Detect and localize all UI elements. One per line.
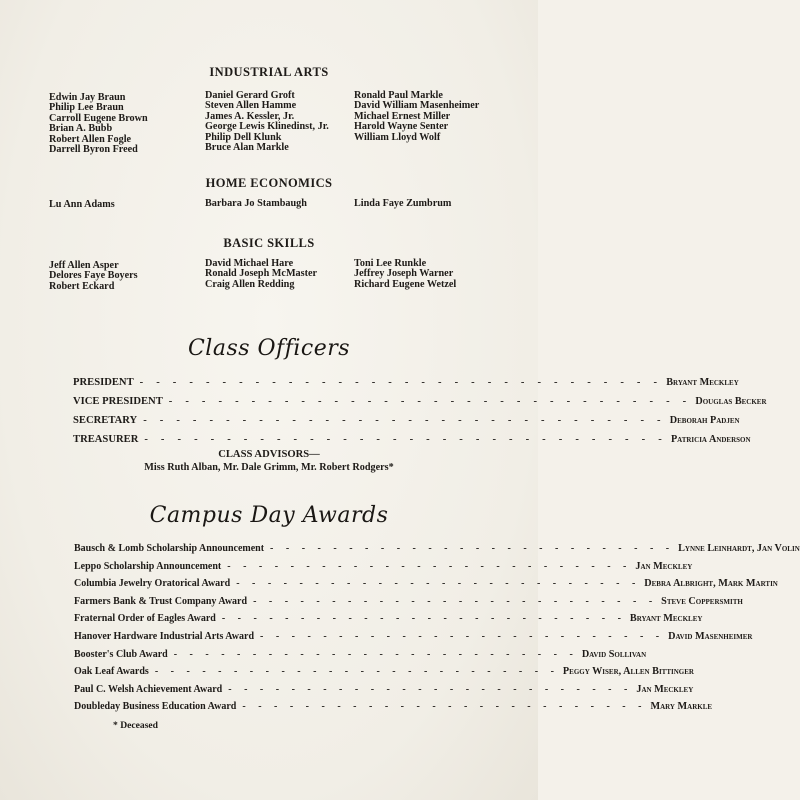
officer-title: PRESIDENT xyxy=(73,377,134,388)
home-economics-col2 xyxy=(205,199,307,209)
officer-row xyxy=(73,377,739,396)
name-item: David William Masenheimer xyxy=(354,100,480,112)
name-item: Toni Lee Runkle xyxy=(354,258,427,269)
award-title: Doubleday Business Education Award xyxy=(74,701,237,713)
name-item: Philip Lee Braun xyxy=(49,102,124,114)
name-item: Jeffrey Joseph Warner xyxy=(354,268,454,280)
award-title: Hanover Hardware Industrial Arts Award xyxy=(74,630,255,642)
leader-dots: - - - - - - - - - - - - - - - - - - - - - - - - - - xyxy=(221,613,626,625)
award-recipient: Bryant Meckley xyxy=(629,613,703,625)
leader-dots: - - - - - - - - - - - - - - - - - - - - - - - - - - xyxy=(236,578,641,590)
class-officers-title: Class Officers xyxy=(187,336,351,361)
award-recipient: David Masenheimer xyxy=(668,630,753,642)
name-item: Bruce Alan Markle xyxy=(205,142,289,154)
award-title: Bausch & Lomb Scholarship Announcement xyxy=(74,543,265,554)
basic-skills-col3 xyxy=(354,259,456,290)
leader-dots: - - - - - - - - - - - - - - - - - - - - - - - - - - xyxy=(270,543,675,554)
officer-title: VICE PRESIDENT xyxy=(73,396,163,407)
name-item: Craig Allen Redding xyxy=(205,278,295,290)
leader-dots: - - - - - - - - - - - - - - - - - - - - - - - - - - xyxy=(242,701,647,713)
award-row xyxy=(74,648,647,667)
name-item: Steven Allen Hamme xyxy=(205,100,297,112)
award-recipient: Debra Albright, Mark Martin xyxy=(644,578,778,590)
deceased-footnote: * Deceased xyxy=(113,720,159,731)
name-item: Carroll Eugene Brown xyxy=(49,112,148,124)
officer-name: Patricia Anderson xyxy=(670,434,751,445)
award-recipient: Steve Coppersmith xyxy=(661,595,743,607)
award-row xyxy=(74,595,743,614)
name-item: Delores Faye Boyers xyxy=(49,270,138,282)
name-item: Lu Ann Adams xyxy=(49,199,115,210)
awards-list xyxy=(74,543,800,719)
officer-row xyxy=(73,396,767,415)
basic-skills-col1 xyxy=(49,261,138,292)
name-item: Darrell Byron Freed xyxy=(49,144,138,156)
leader-dots: - - - - - - - - - - - - - - - - - - - - - - - - - - xyxy=(173,648,578,660)
name-item: Ronald Joseph McMaster xyxy=(205,268,318,280)
name-item: Michael Ernest Miller xyxy=(354,110,451,122)
industrial-arts-col1 xyxy=(49,93,148,155)
basic-skills-heading: BASIC SKILLS xyxy=(223,236,315,250)
officer-name: Bryant Meckley xyxy=(666,377,739,388)
award-recipient: Peggy Wiser, Allen Bittinger xyxy=(562,666,694,678)
award-row xyxy=(74,683,694,702)
leader-dots: - - - - - - - - - - - - - - - - - - - - - - - - - - xyxy=(260,630,665,642)
name-item: Edwin Jay Braun xyxy=(49,92,126,103)
name-item: Ronald Paul Markle xyxy=(354,90,443,101)
leader-dots: - - - - - - - - - - - - - - - - - - - - - - - - - - xyxy=(228,683,633,695)
award-title: Paul C. Welsh Achievement Award xyxy=(74,683,223,695)
officer-row xyxy=(73,415,740,434)
industrial-arts-col3 xyxy=(354,91,479,143)
award-title: Booster's Club Award xyxy=(74,648,168,660)
leader-dots: - - - - - - - - - - - - - - - - - - - - - - - - - - xyxy=(227,560,632,572)
leader-dots: - - - - - - - - - - - - - - - - - - - - - - - - - - xyxy=(154,666,559,678)
class-advisors-names: Miss Ruth Alban, Mr. Dale Grimm, Mr. Robert Rodgers* xyxy=(144,462,394,473)
name-item: Jeff Allen Asper xyxy=(49,260,119,271)
officer-title: TREASURER xyxy=(73,434,139,445)
award-row xyxy=(74,560,693,579)
award-title: Columbia Jewelry Oratorical Award xyxy=(74,578,231,590)
home-economics-col1 xyxy=(49,200,115,210)
basic-skills-col2 xyxy=(205,259,317,290)
officer-name: Douglas Becker xyxy=(695,396,767,407)
campus-day-awards-title: Campus Day Awards xyxy=(149,503,389,528)
award-recipient: Lynne Leinhardt, Jan Volin xyxy=(678,543,800,554)
award-row xyxy=(74,613,703,631)
home-economics-heading: HOME ECONOMICS xyxy=(205,176,333,190)
award-row xyxy=(74,578,778,596)
leader-dots: - - - - - - - - - - - - - - - - - - - - - - - - - - - - - - - - xyxy=(143,415,666,426)
award-title: Oak Leaf Awards xyxy=(74,666,149,678)
class-advisors-label: CLASS ADVISORS— xyxy=(218,449,320,460)
leader-dots: - - - - - - - - - - - - - - - - - - - - - - - - - - - - - - - - xyxy=(168,396,692,407)
award-title: Farmers Bank & Trust Company Award xyxy=(74,595,248,607)
award-recipient: Mary Markle xyxy=(650,701,713,713)
award-row xyxy=(74,630,753,649)
award-recipient: Jan Meckley xyxy=(635,560,693,572)
leader-dots: - - - - - - - - - - - - - - - - - - - - - - - - - - - - - - - - xyxy=(139,377,663,388)
award-recipient: Jan Meckley xyxy=(636,683,694,695)
award-row xyxy=(74,543,800,561)
name-item: Robert Eckard xyxy=(49,280,115,292)
name-item: Robert Allen Fogle xyxy=(49,133,132,145)
award-row xyxy=(74,701,713,719)
name-item: Brian A. Bubb xyxy=(49,123,113,135)
name-item: Daniel Gerard Groft xyxy=(205,90,295,101)
officer-name: Deborah Padjen xyxy=(669,415,740,426)
name-item: Richard Eugene Wetzel xyxy=(354,278,457,290)
award-row xyxy=(74,666,694,684)
name-item: George Lewis Klinedinst, Jr. xyxy=(205,121,329,133)
name-item: William Lloyd Wolf xyxy=(354,131,441,143)
industrial-arts-col2 xyxy=(205,91,329,153)
name-item: Barbara Jo Stambaugh xyxy=(205,198,307,209)
officer-title: SECRETARY xyxy=(73,415,138,426)
industrial-arts-heading: INDUSTRIAL ARTS xyxy=(209,65,329,79)
name-item: Linda Faye Zumbrum xyxy=(354,198,452,209)
award-title: Leppo Scholarship Announcement xyxy=(74,560,222,572)
name-item: James A. Kessler, Jr. xyxy=(205,110,295,122)
award-recipient: David Sollivan xyxy=(581,648,647,660)
leader-dots: - - - - - - - - - - - - - - - - - - - - - - - - - - - - - - - - xyxy=(144,434,667,445)
officers-list xyxy=(73,377,767,453)
name-item: David Michael Hare xyxy=(205,258,294,269)
leader-dots: - - - - - - - - - - - - - - - - - - - - - - - - - - xyxy=(253,595,658,607)
home-economics-col3 xyxy=(354,199,451,209)
name-item: Philip Dell Klunk xyxy=(205,131,282,143)
award-title: Fraternal Order of Eagles Award xyxy=(74,613,216,625)
name-item: Harold Wayne Senter xyxy=(354,121,449,133)
